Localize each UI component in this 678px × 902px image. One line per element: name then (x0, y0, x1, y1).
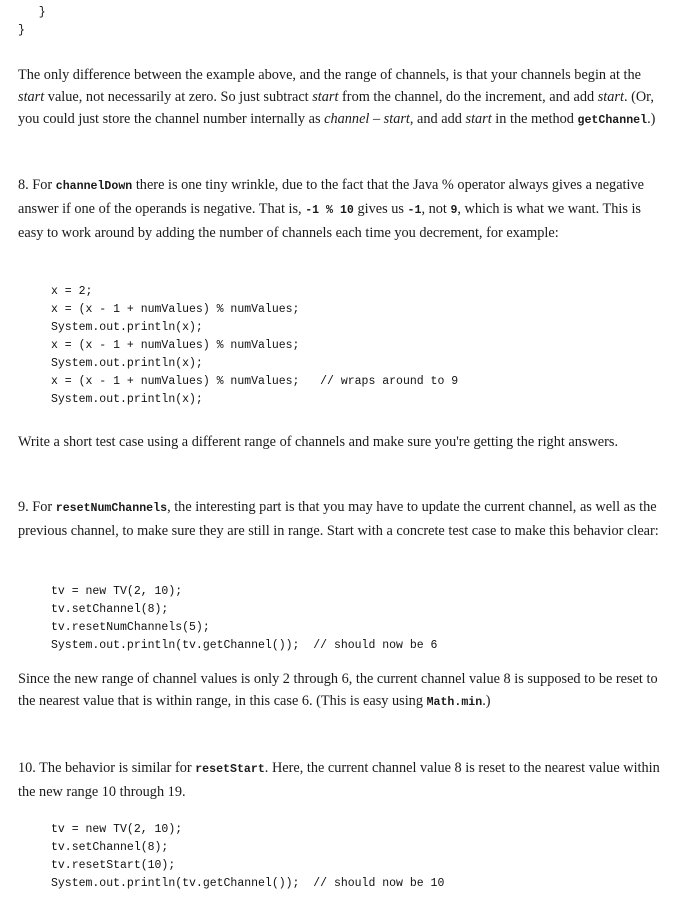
code-line: } (18, 6, 46, 19)
paragraph-test-case: Write a short test case using a different range of channels and make sure you're getting the right answers. (18, 434, 619, 450)
inline-code: resetStart (195, 763, 265, 776)
inline-code: 9 (450, 204, 458, 217)
code-line: tv.setChannel(8); (51, 841, 169, 854)
code-line: tv.resetStart(10); (51, 859, 176, 872)
paragraph-since: Since the new range of channel values is only 2 through 6, the current channel value 8 is supposed to be reset to the nearest value that is within range, in this case 6. (This is easy using Math.min.) (18, 671, 658, 709)
code-line: tv.resetNumChannels(5); (51, 621, 210, 634)
code-line: x = (x - 1 + numValues) % numValues; // wraps around to 9 (51, 375, 459, 388)
code-line: System.out.println(x); (51, 393, 203, 406)
code-line: x = (x - 1 + numValues) % numValues; (51, 339, 300, 352)
paragraph-range-offset: The only difference between the example above, and the range of channels, is that your channels begin at the start value, not necessarily at zero. So just subtract start from the channel, do the increment, and add start. (Or, you could just store the channel number internally as channel – start, and add start in the method getChannel.) (18, 67, 656, 127)
code-block-reset-start (51, 821, 444, 893)
code-block-reset-num-channels (51, 583, 437, 655)
code-fragment-top (18, 4, 46, 40)
code-line: tv = new TV(2, 10); (51, 823, 183, 836)
paragraph-step-10: 10. The behavior is similar for resetStart. Here, the current channel value 8 is reset to the nearest value within the new range 10 through 19. (18, 760, 660, 800)
paragraph-step-8: 8. For channelDown there is one tiny wrinkle, due to the fact that the Java % operator always gives a negative answer if one of the operands is negative. That is, -1 % 10 gives us -1, not 9, which is what we want. This is easy to work around by adding the number of channels each time you decrement, for example: (18, 177, 644, 241)
code-line: tv.setChannel(8); (51, 603, 169, 616)
code-line: } (18, 24, 25, 37)
code-line: x = (x - 1 + numValues) % numValues; (51, 303, 300, 316)
code-line: x = 2; (51, 285, 93, 298)
code-line: System.out.println(x); (51, 357, 203, 370)
paragraph-step-9: 9. For resetNumChannels, the interesting part is that you may have to update the current channel, as well as the previous channel, to make sure they are still in range. Start with a concrete test case to make this behavior clear: (18, 499, 659, 539)
inline-code: resetNumChannels (55, 502, 168, 515)
code-line: System.out.println(tv.getChannel()); // should now be 10 (51, 877, 445, 890)
inline-code: Math.min (426, 696, 483, 709)
inline-code: -1 % 10 (305, 204, 354, 217)
inline-code: -1 (407, 204, 422, 217)
inline-code: getChannel (577, 114, 648, 127)
code-block-channel-down (51, 283, 458, 409)
inline-code: channelDown (55, 180, 133, 193)
code-line: System.out.println(tv.getChannel()); // should now be 6 (51, 639, 438, 652)
code-line: tv = new TV(2, 10); (51, 585, 183, 598)
code-line: System.out.println(x); (51, 321, 203, 334)
